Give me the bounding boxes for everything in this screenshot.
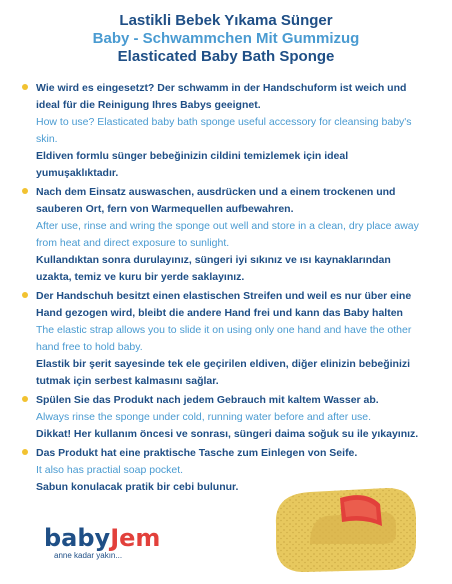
brand-part-jem: Jem	[110, 524, 161, 552]
text-turkish: Sabun konulacak pratik bir cebi bulunur.	[36, 481, 239, 493]
text-german: Wie wird es eingesetzt? Der schwamm in der Handschuform ist weich und ideal für die Reinigung Ihres Babys geeignet.	[36, 82, 407, 111]
text-german: Spülen Sie das Produkt nach jedem Gebrauch mit kaltem Wasser ab.	[36, 394, 379, 406]
brand-wordmark	[44, 525, 160, 551]
sponge-icon	[270, 480, 420, 576]
text-german: Nach dem Einsatz auswaschen, ausdrücken und a einem trockenen und sauberen Ort, fern von Warmequellen aufbewahren.	[36, 186, 396, 215]
instruction-section	[36, 80, 424, 182]
bullet-icon	[22, 396, 28, 402]
text-english: How to use? Elasticated baby bath sponge useful accessory for cleansing baby's skin.	[36, 116, 412, 145]
text-english: The elastic strap allows you to slide it on using only one hand and have the other hand free to hold baby.	[36, 324, 412, 353]
title-turkish: Lastikli Bebek Yıkama Sünger	[119, 12, 333, 29]
babyjem-logo	[44, 525, 160, 561]
text-turkish: Kullandıktan sonra durulayınız, süngeri iyi sıkınız ve ısı kaynaklarından uzakta, temiz ve kuru bir yerde saklayınız.	[36, 254, 391, 283]
instruction-section	[36, 392, 424, 443]
bullet-icon	[22, 292, 28, 298]
text-english: After use, rinse and wring the sponge out well and store in a clean, dry place away from heat and direct exposure to sunlight.	[36, 220, 419, 249]
text-turkish: Elastik bir şerit sayesinde tek ele geçirilen eldiven, diğer elinizin bebeğinizi tutmak için serbest kalmasını sağlar.	[36, 358, 411, 387]
brand-tagline: anne kadar yakın...	[54, 551, 123, 560]
brand-part-baby: baby	[44, 524, 111, 552]
text-turkish: Eldiven formlu sünger bebeğinizin cildini temizlemek için ideal yumuşaklıktadır.	[36, 150, 349, 179]
title-english: Elasticated Baby Bath Sponge	[117, 48, 335, 65]
text-german: Das Produkt hat eine praktische Tasche zum Einlegen von Seife.	[36, 447, 358, 459]
sponge-image	[270, 480, 420, 581]
instruction-list	[36, 80, 424, 498]
instruction-section	[36, 288, 424, 390]
title-block	[0, 0, 452, 66]
bullet-icon	[22, 84, 28, 90]
text-english: Always rinse the sponge under cold, running water before and after use.	[36, 411, 372, 423]
instruction-section	[36, 184, 424, 286]
title-german: Baby - Schwammchen Mit Gummizug	[92, 30, 360, 47]
bullet-icon	[22, 449, 28, 455]
text-english: It also has practial soap pocket.	[36, 464, 184, 476]
bullet-icon	[22, 188, 28, 194]
text-turkish: Dikkat! Her kullanım öncesi ve sonrası, süngeri daima soğuk su ile yıkayınız.	[36, 428, 419, 440]
text-german: Der Handschuh besitzt einen elastischen Streifen und weil es nur über eine Hand gezogen wird, bleibt die andere Hand frei und kann das Baby halten	[36, 290, 412, 319]
